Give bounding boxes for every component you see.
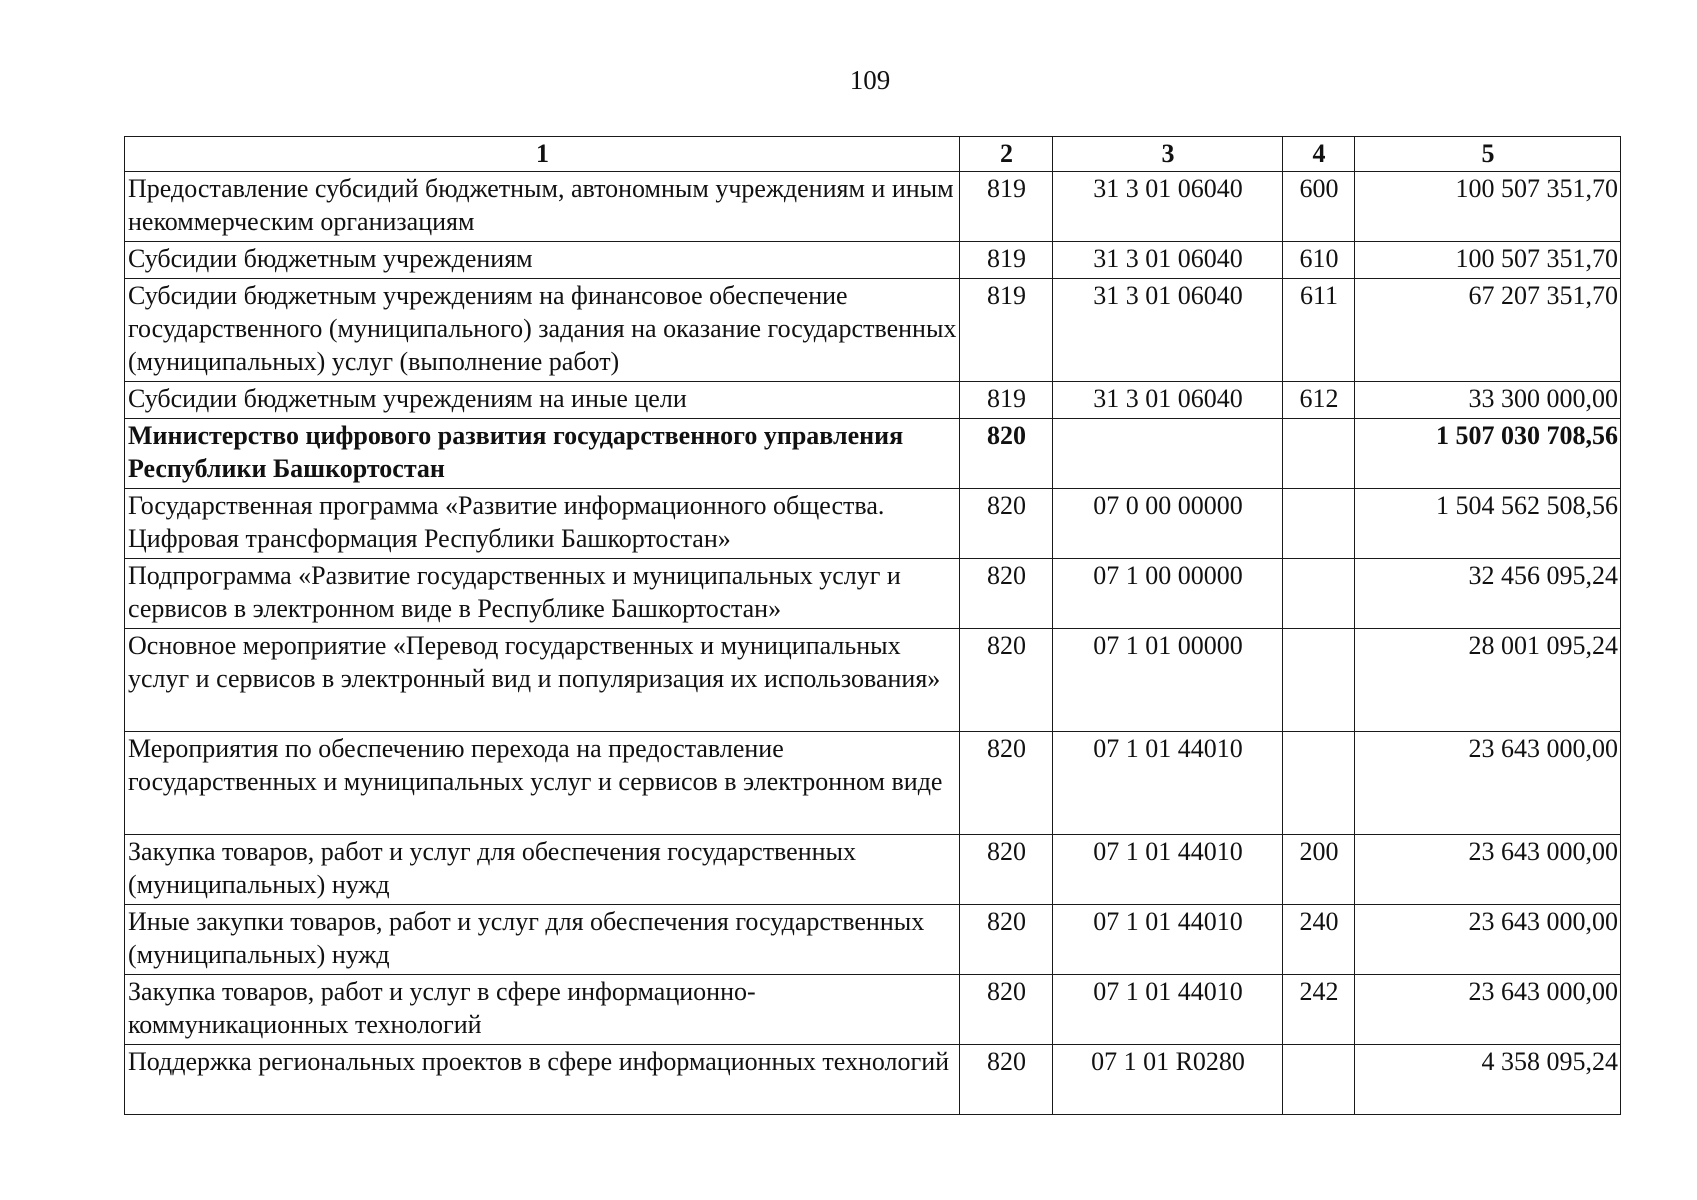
row-department-cell: 820: [960, 419, 1053, 489]
row-target-article-cell: 07 1 01 44010: [1053, 905, 1283, 975]
row-expense-type-cell: [1283, 629, 1355, 732]
row-amount-cell: 4 358 095,24: [1355, 1045, 1621, 1115]
row-amount-cell: 1 504 562 508,56: [1355, 489, 1621, 559]
table-row: [125, 629, 1621, 732]
row-name-cell: Государственная программа «Развитие информационного общества. Цифровая трансформация Республики Башкортостан»: [125, 489, 960, 559]
row-department-cell: 820: [960, 1045, 1053, 1115]
row-amount-cell: 23 643 000,00: [1355, 975, 1621, 1045]
row-expense-type-cell: [1283, 732, 1355, 835]
table-row: [125, 835, 1621, 905]
table-header-row: [125, 137, 1621, 172]
row-target-article-cell: 07 1 01 44010: [1053, 835, 1283, 905]
table-row: [125, 279, 1621, 382]
row-department-cell: 820: [960, 975, 1053, 1045]
row-amount-cell: 1 507 030 708,56: [1355, 419, 1621, 489]
table-body: [125, 172, 1621, 1115]
column-header-amount: 5: [1355, 137, 1621, 172]
row-target-article-cell: 07 1 01 44010: [1053, 975, 1283, 1045]
row-expense-type-cell: [1283, 559, 1355, 629]
row-target-article-cell: 07 0 00 00000: [1053, 489, 1283, 559]
row-department-cell: 820: [960, 489, 1053, 559]
row-amount-cell: 33 300 000,00: [1355, 382, 1621, 419]
row-department-cell: 820: [960, 629, 1053, 732]
row-department-cell: 820: [960, 835, 1053, 905]
table-row: [125, 382, 1621, 419]
row-target-article-cell: 31 3 01 06040: [1053, 279, 1283, 382]
row-name-cell: Подпрограмма «Развитие государственных и муниципальных услуг и сервисов в электронном виде в Республике Башкортостан»: [125, 559, 960, 629]
column-header-name: 1: [125, 137, 960, 172]
row-department-cell: 820: [960, 559, 1053, 629]
page-number: 109: [849, 65, 891, 95]
row-amount-cell: 67 207 351,70: [1355, 279, 1621, 382]
table-row: [125, 1045, 1621, 1115]
row-amount-cell: 23 643 000,00: [1355, 905, 1621, 975]
row-name-cell: Субсидии бюджетным учреждениям: [125, 242, 960, 279]
row-expense-type-cell: [1283, 489, 1355, 559]
row-name-cell: Поддержка региональных проектов в сфере информационных технологий: [125, 1045, 960, 1115]
row-expense-type-cell: 600: [1283, 172, 1355, 242]
table-row: [125, 905, 1621, 975]
row-name-cell: Закупка товаров, работ и услуг для обеспечения государственных (муниципальных) нужд: [125, 835, 960, 905]
row-department-cell: 819: [960, 382, 1053, 419]
row-expense-type-cell: 242: [1283, 975, 1355, 1045]
table-row: [125, 559, 1621, 629]
row-target-article-cell: 31 3 01 06040: [1053, 172, 1283, 242]
row-expense-type-cell: 240: [1283, 905, 1355, 975]
row-expense-type-cell: [1283, 1045, 1355, 1115]
row-target-article-cell: 31 3 01 06040: [1053, 382, 1283, 419]
row-target-article-cell: 31 3 01 06040: [1053, 242, 1283, 279]
row-target-article-cell: 07 1 01 R0280: [1053, 1045, 1283, 1115]
row-name-cell: Мероприятия по обеспечению перехода на предоставление государственных и муниципальных услуг и сервисов в электронном виде: [125, 732, 960, 835]
row-amount-cell: 23 643 000,00: [1355, 835, 1621, 905]
row-expense-type-cell: 611: [1283, 279, 1355, 382]
table-row: [125, 172, 1621, 242]
row-target-article-cell: [1053, 419, 1283, 489]
row-target-article-cell: 07 1 01 44010: [1053, 732, 1283, 835]
row-department-cell: 819: [960, 242, 1053, 279]
row-name-cell: Иные закупки товаров, работ и услуг для обеспечения государственных (муниципальных) нужд: [125, 905, 960, 975]
table-row: [125, 732, 1621, 835]
row-department-cell: 820: [960, 732, 1053, 835]
column-header-department: 2: [960, 137, 1053, 172]
row-expense-type-cell: 200: [1283, 835, 1355, 905]
row-expense-type-cell: 610: [1283, 242, 1355, 279]
table-row: [125, 489, 1621, 559]
column-header-target-article: 3: [1053, 137, 1283, 172]
row-name-cell: Министерство цифрового развития государственного управления Республики Башкортостан: [125, 419, 960, 489]
row-target-article-cell: 07 1 01 00000: [1053, 629, 1283, 732]
row-department-cell: 820: [960, 905, 1053, 975]
table-row: [125, 419, 1621, 489]
budget-table: [124, 136, 1621, 1115]
row-target-article-cell: 07 1 00 00000: [1053, 559, 1283, 629]
row-amount-cell: 100 507 351,70: [1355, 172, 1621, 242]
row-name-cell: Предоставление субсидий бюджетным, автономным учреждениям и иным некоммерческим организациям: [125, 172, 960, 242]
row-name-cell: Закупка товаров, работ и услуг в сфере информационно-коммуникационных технологий: [125, 975, 960, 1045]
row-amount-cell: 28 001 095,24: [1355, 629, 1621, 732]
row-amount-cell: 23 643 000,00: [1355, 732, 1621, 835]
table-row: [125, 242, 1621, 279]
row-department-cell: 819: [960, 172, 1053, 242]
row-expense-type-cell: [1283, 419, 1355, 489]
row-amount-cell: 32 456 095,24: [1355, 559, 1621, 629]
row-expense-type-cell: 612: [1283, 382, 1355, 419]
row-name-cell: Субсидии бюджетным учреждениям на финансовое обеспечение государственного (муниципального) задания на оказание государственных (муниципальных) услуг (выполнение работ): [125, 279, 960, 382]
column-header-expense-type: 4: [1283, 137, 1355, 172]
table-row: [125, 975, 1621, 1045]
row-name-cell: Основное мероприятие «Перевод государственных и муниципальных услуг и сервисов в электронный вид и популяризация их использования»: [125, 629, 960, 732]
row-amount-cell: 100 507 351,70: [1355, 242, 1621, 279]
row-department-cell: 819: [960, 279, 1053, 382]
row-name-cell: Субсидии бюджетным учреждениям на иные цели: [125, 382, 960, 419]
